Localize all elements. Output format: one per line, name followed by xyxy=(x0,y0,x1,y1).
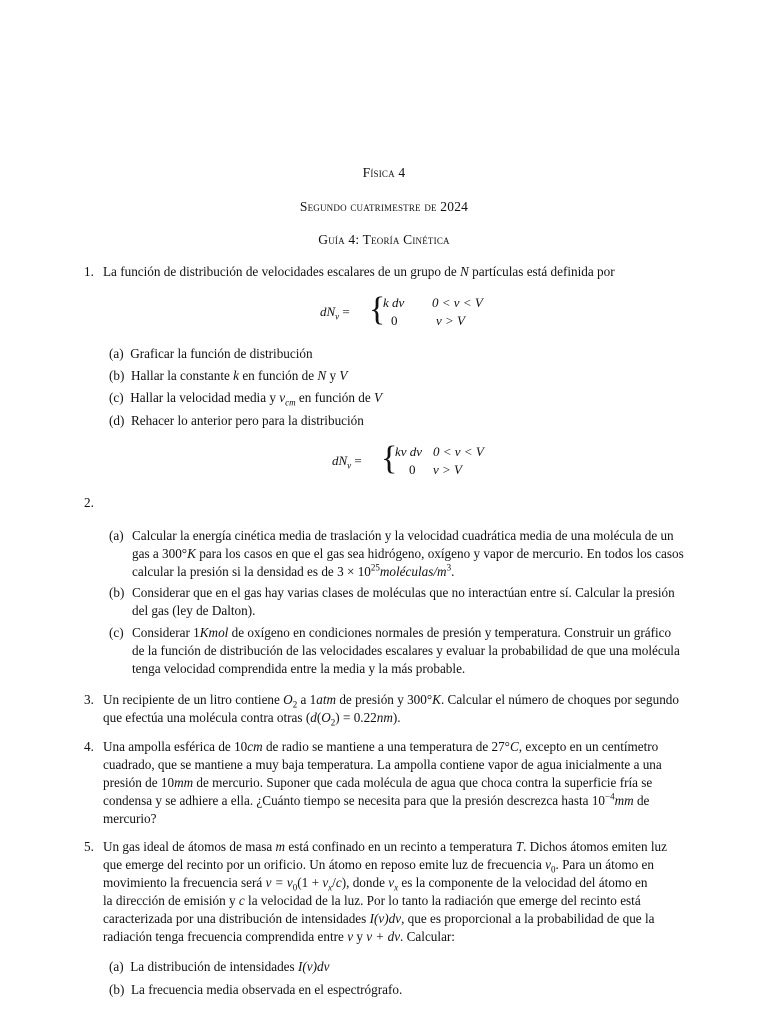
term-title: Segundo cuatrimestre de 2024 xyxy=(299,199,469,214)
subitem-a: (a) Graficar la función de distribución xyxy=(109,346,313,361)
problem-number: 1. xyxy=(84,264,94,279)
equation-1: $dN_v$ = { k dv 0 < v < V 0 v > V xyxy=(320,291,483,328)
problem-statement: Una ampolla esférica de 10cm de radio se mantiene a una temperatura de 27°C, excepto en un centímetro cuadrado, que se mantiene a muy baja temperatura. La ampolla contiene vapor de agua inicialmente a una presión de 10mm de mercurio. Suponer que cada molécula de agua que choca contra la superficie fría se condensa y se adhiere a ella. ¿Cuánto tiempo se necesita para que la presión descrezca hasta $10^{-4}mm$ de mercurio? xyxy=(103,739,662,826)
subitem-a: (a) La distribución de intensidades I(ν)dν xyxy=(109,959,330,974)
subitem-b: (b) Hallar la constante k en función de N y V xyxy=(109,368,348,383)
subitem-c: Considerar 1Kmol de oxígeno en condiciones normales de presión y temperatura. Construir un gráfico de la función de distribución de las velocidades escalares y evaluar la probabilidad de que una molécula tenga velocidad comprendida entre la media y la más probable. xyxy=(132,625,680,676)
problem-number: 4. xyxy=(84,739,94,754)
equation-2: $dN_v$ = { kv dv 0 < v < V 0 v > V xyxy=(332,440,484,477)
problem-statement: Un gas ideal de átomos de masa m está confinado en un recinto a temperatura T. Dichos átomos emiten luz que emerge del recinto por un orificio. Un átomo en reposo emite luz de frecuencia $\nu_0$. Para un átomo en movimiento la frecuencia será $\nu = \nu_0(1 + v_x/c)$, donde $v_x$ es la componente de la velocidad del átomo en la dirección de emisión y c la velocidad de la luz. Por lo tanto la radiación que emerge del recinto está caracterizada por una distribución de intensidades I(ν)dν, que es proporcional a la probabilidad de que la radiación tenga frecuencia comprendida entre ν y ν + dν. Calcular: xyxy=(103,839,667,944)
subitem-b: Considerar que en el gas hay varias clases de moléculas que no interactúan entre sí. Calcular la presión del gas (ley de Dalton). xyxy=(132,585,675,618)
subitem-a: Calcular la energía cinética media de traslación y la velocidad cuadrática media de una molécula de un gas a 300°K para los casos en que el gas sea hidrógeno, oxígeno y vapor de mercurio. En todos los casos calcular la presión si la densidad es de $3 \times 10^{25}moléculas/m^3$. xyxy=(132,528,684,579)
brace: { xyxy=(369,291,386,328)
subitem-label: (b) xyxy=(109,585,125,600)
subitem-label: (c) xyxy=(109,625,124,640)
brace: { xyxy=(381,440,398,477)
problem-statement: La función de distribución de velocidades escalares de un grupo de N partículas está definida por xyxy=(103,264,615,279)
subitem-d: (d) Rehacer lo anterior pero para la distribución xyxy=(109,413,364,428)
problem-number: 2. xyxy=(84,495,94,510)
problem-statement: Un recipiente de un litro contiene $O_2$ a 1atm de presión y 300°K. Calcular el número de choques por segundo que efectúa una molécula contra otras $(d(O_2) = 0.22nm)$. xyxy=(103,692,679,728)
problem-number: 5. xyxy=(84,839,94,854)
guide-title: Guía 4: Teoría Cinética xyxy=(318,232,450,247)
subitem-b: (b) La frecuencia media observada en el espectrógrafo. xyxy=(109,982,403,997)
problem-number: 3. xyxy=(84,692,94,707)
course-title: Física 4 xyxy=(362,165,406,180)
subitem-label: (a) xyxy=(109,528,124,543)
subitem-c: (c) Hallar la velocidad media y $v_{cm}$ en función de V xyxy=(109,390,383,408)
